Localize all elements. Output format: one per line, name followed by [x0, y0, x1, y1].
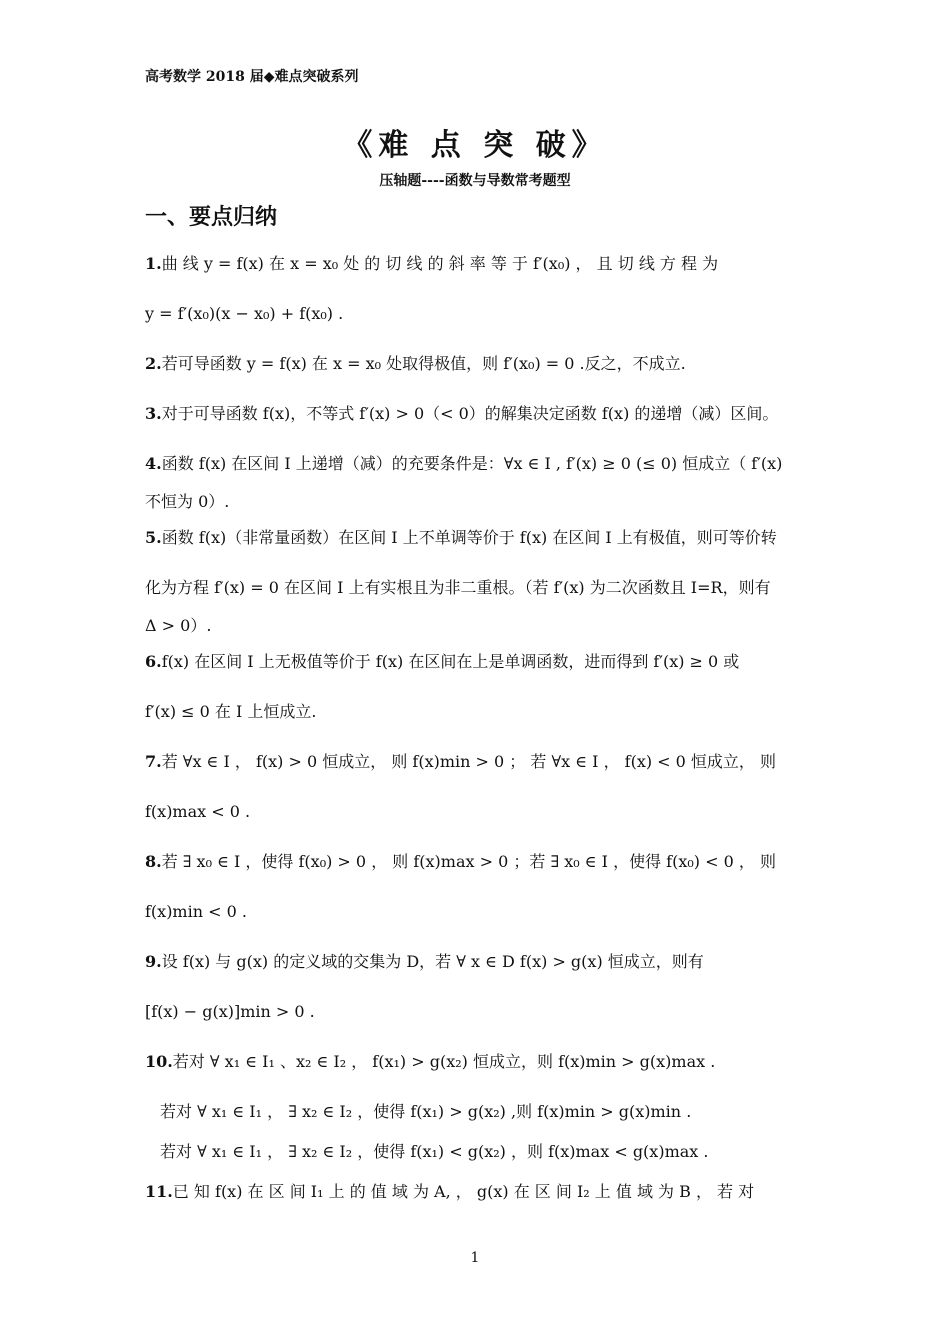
item-4-line-1	[145, 452, 805, 476]
item-text: 化为方程 f′(x) = 0 在区间 I 上有实根且为非二重根。（若 f′(x) 为二次函数且 I=R，则有	[145, 578, 771, 597]
item-text: 若 ∃ x₀ ∈ I ，使得 f(x₀) > 0 ， 则 f(x)max > 0 ；若 ∃ x₀ ∈ I ，使得 f(x₀) < 0 ， 则	[161, 852, 776, 871]
item-text: 对于可导函数 f(x)，不等式 f′(x) > 0（< 0）的解集决定函数 f(x) 的递增（减）区间。	[161, 404, 779, 423]
document-title: 《难 点 突 破》	[342, 128, 608, 163]
item-5-line-3	[145, 614, 805, 638]
item-text: f′(x) ≤ 0 在 I 上恒成立.	[145, 702, 317, 721]
item-text: 若 ∀x ∈ I ， f(x) > 0 恒成立， 则 f(x)min > 0 ； 若 ∀x ∈ I ， f(x) < 0 恒成立， 则	[161, 752, 777, 771]
item-text: 已 知 f(x) 在 区 间 I₁ 上 的 值 域 为 A, ， g(x) 在 区 间 I₂ 上 值 域 为 B ， 若 对	[172, 1182, 755, 1201]
item-11-line-1	[145, 1180, 805, 1204]
section-heading: 一、要点归纳	[145, 204, 278, 230]
item-number: 1.	[145, 254, 162, 273]
item-text: f(x)min < 0 .	[145, 902, 247, 921]
item-number: 5.	[145, 528, 162, 547]
item-10-line-3	[160, 1140, 805, 1164]
item-7-line-2	[145, 800, 805, 824]
item-9-line-1	[145, 950, 805, 974]
item-number: 7.	[145, 752, 162, 771]
item-1-line-2	[145, 302, 805, 326]
item-number: 11.	[145, 1182, 173, 1201]
item-text: f(x)max < 0 .	[145, 802, 251, 821]
item-5-line-2	[145, 576, 805, 600]
item-number: 8.	[145, 852, 162, 871]
document-subtitle: 压轴题----函数与导数常考题型	[379, 173, 571, 189]
item-1-line-1	[145, 252, 805, 276]
item-10-line-2	[160, 1100, 805, 1124]
item-10-line-1	[145, 1050, 805, 1074]
item-text: 函数 f(x)（非常量函数）在区间 I 上不单调等价于 f(x) 在区间 I 上有极值，则可等价转	[161, 528, 777, 547]
item-6-line-1	[145, 650, 805, 674]
item-3	[145, 402, 805, 426]
item-number: 10.	[145, 1052, 173, 1071]
item-text: 若可导函数 y = f(x) 在 x = x₀ 处取得极值，则 f′(x₀) = 0 .反之，不成立.	[161, 354, 686, 373]
item-text: 若对 ∀ x₁ ∈ I₁ ， ∃ x₂ ∈ I₂ ，使得 f(x₁) > g(x₂) ,则 f(x)min > g(x)min .	[160, 1102, 692, 1121]
item-8-line-1	[145, 850, 805, 874]
item-text: 函数 f(x) 在区间 I 上递增（减）的充要条件是：∀x ∈ I , f′(x) ≥ 0 (≤ 0) 恒成立（ f′(x)	[161, 454, 783, 473]
item-8-line-2	[145, 900, 805, 924]
item-text: 曲 线 y = f(x) 在 x = x₀ 处 的 切 线 的 斜 率 等 于 f′(x₀) ， 且 切 线 方 程 为	[161, 254, 719, 273]
item-text: Δ > 0）.	[145, 616, 212, 635]
item-number: 9.	[145, 952, 162, 971]
item-text: f(x) 在区间 I 上无极值等价于 f(x) 在区间在上是单调函数，进而得到 f′(x) ≥ 0 或	[161, 652, 740, 671]
series-header: 高考数学 2018 届◆难点突破系列	[145, 69, 359, 85]
item-7-line-1	[145, 750, 805, 774]
item-text: 若对 ∀ x₁ ∈ I₁ 、x₂ ∈ I₂ ， f(x₁) > g(x₂) 恒成立，则 f(x)min > g(x)max .	[172, 1052, 716, 1071]
item-2	[145, 352, 805, 376]
item-4-line-2	[145, 490, 805, 514]
item-6-line-2	[145, 700, 805, 724]
item-number: 2.	[145, 354, 162, 373]
page-number: 1	[470, 1250, 480, 1266]
item-9-line-2	[145, 1000, 805, 1024]
item-number: 4.	[145, 454, 162, 473]
item-text: [f(x) − g(x)]min > 0 .	[145, 1002, 315, 1021]
item-text: 设 f(x) 与 g(x) 的定义域的交集为 D，若 ∀ x ∈ D f(x) > g(x) 恒成立，则有	[161, 952, 704, 971]
item-text: 若对 ∀ x₁ ∈ I₁ ， ∃ x₂ ∈ I₂ ，使得 f(x₁) < g(x₂) ，则 f(x)max < g(x)max .	[160, 1142, 709, 1161]
item-5-line-1	[145, 526, 805, 550]
item-text: y = f′(x₀)(x − x₀) + f(x₀) .	[145, 304, 344, 323]
item-text: 不恒为 0）.	[145, 492, 230, 511]
item-number: 3.	[145, 404, 162, 423]
item-number: 6.	[145, 652, 162, 671]
